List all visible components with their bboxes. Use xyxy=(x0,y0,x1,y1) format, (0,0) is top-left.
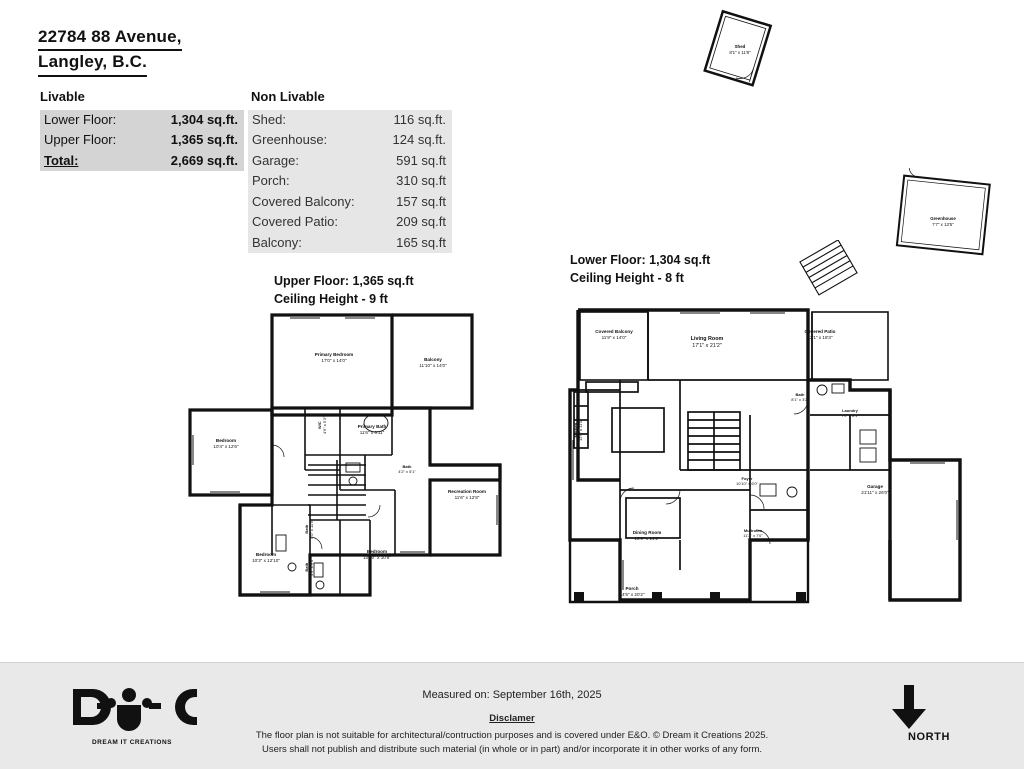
nonlivable-value: 165 sq.ft xyxy=(396,234,446,250)
page-title xyxy=(38,26,182,77)
address-line-1: 22784 88 Avenue, xyxy=(38,26,182,51)
nonlivable-value: 591 sq.ft xyxy=(396,152,446,168)
brand-name: DREAM IT CREATIONS xyxy=(91,739,173,746)
room-label-bedroom-1: Bedroom 10'4" x 12'6" xyxy=(213,438,239,449)
nonlivable-value: 124 sq.ft. xyxy=(392,132,446,148)
room-label-porch: Porch 14'5" x 20'2" xyxy=(619,586,645,597)
table-row xyxy=(248,171,452,191)
nonlivable-value: 209 sq.ft xyxy=(396,214,446,230)
room-label-bath-2: Bath 5'0" x 11'6" xyxy=(303,519,314,539)
footer xyxy=(0,662,1024,769)
room-label-garage: Garage 21'11" x 26'0" xyxy=(861,484,889,495)
room-label-covered-balcony: Covered Balcony 11'9" x 14'0" xyxy=(595,329,633,340)
livable-label: Upper Floor: xyxy=(44,132,117,148)
shed-label: Shed 8'1" x 11'8" xyxy=(729,44,751,55)
table-row xyxy=(40,110,244,130)
table-row xyxy=(248,212,452,232)
upper-floor-ceiling: Ceiling Height - 9 ft xyxy=(274,292,388,307)
north-arrow-icon xyxy=(886,685,932,729)
room-label-bath: Bath 8'1" x 3'2" xyxy=(791,392,809,403)
room-label-mudroom: Mudroom 11'2" x 7'0" xyxy=(743,528,763,539)
nonlivable-label: Shed: xyxy=(252,112,286,127)
greenhouse-label: Greenhouse 7'7" x 13'5" xyxy=(930,216,956,227)
room-label-wc: W/C 4'6" x 5'3" xyxy=(316,416,327,434)
room-label-bath-3: Bath 4'9" x 9'0" xyxy=(303,558,314,576)
lower-floor-plan xyxy=(560,240,980,630)
livable-total-label: Total: xyxy=(44,152,79,168)
footer-text xyxy=(212,687,812,758)
room-label-covered-patio: Covered Patio 12'1" x 18'3" xyxy=(804,329,836,340)
room-label-kitchen: Kitchen 12'0" x 11'0" xyxy=(572,419,583,442)
nonlivable-value: 310 sq.ft xyxy=(396,173,446,189)
livable-title: Livable xyxy=(40,89,85,104)
upper-floor-area: Upper Floor: 1,365 sq.ft xyxy=(274,274,414,288)
north-indicator xyxy=(886,685,972,743)
measured-date: Measured on: September 16th, 2025 xyxy=(422,689,602,701)
table-row xyxy=(248,110,452,130)
upper-floor-caption xyxy=(274,272,414,308)
room-label-bath-1: Bath 4'2" x 5'1" xyxy=(398,464,416,475)
table-row xyxy=(248,192,452,212)
nonlivable-label: Garage: xyxy=(252,152,299,168)
table-row xyxy=(40,130,244,150)
nonlivable-value: 116 sq.ft. xyxy=(393,112,446,127)
livable-value: 1,365 sq.ft. xyxy=(170,132,238,148)
nonlivable-label: Greenhouse: xyxy=(252,132,328,148)
nonlivable-value: 157 sq.ft xyxy=(396,193,446,209)
company-logo xyxy=(52,681,212,746)
room-label-balcony: Balcony 11'10" x 14'0" xyxy=(419,357,447,368)
logo-icon xyxy=(67,681,197,733)
nonlivable-label: Porch: xyxy=(252,173,290,189)
nonlivable-label: Balcony: xyxy=(252,234,302,250)
table-row-total xyxy=(40,151,244,171)
lower-floor-area: Lower Floor: 1,304 sq.ft xyxy=(570,253,711,267)
room-label-dining-room: Dining Room 13'9" x 14'2" xyxy=(632,530,662,541)
nonlivable-title: Non Livable xyxy=(251,89,325,104)
table-row xyxy=(248,151,452,171)
room-label-primary-bath: Primary Bath 11'6" x 6'11" xyxy=(357,424,387,435)
lower-floor-ceiling: Ceiling Height - 8 ft xyxy=(570,271,684,286)
livable-label: Lower Floor: xyxy=(44,112,117,127)
room-label-bedroom-2: Bedroom 10'3" x 12'10" xyxy=(252,552,280,563)
north-label: NORTH xyxy=(907,731,951,743)
upper-floor-plan xyxy=(180,305,510,615)
disclaimer-line-2: Users shall not publish and distribute such material (in whole or in part) and/or incorporate it in other works of any form. xyxy=(261,744,763,756)
livable-total-value: 2,669 sq.ft. xyxy=(170,152,238,168)
nonlivable-label: Covered Patio: xyxy=(252,214,338,230)
nonlivable-area-table xyxy=(248,110,452,253)
room-label-foyer: Foyer 10'10" x 6'0" xyxy=(736,476,758,487)
room-label-bedroom-3: Bedroom 10'10" x 10'9" xyxy=(363,549,391,560)
disclaimer-line-1: The floor plan is not suitable for architectural/contruction purposes and is covered under E&O. © Dream it Creations 2025. xyxy=(255,729,769,741)
disclaimer-title: Disclamer xyxy=(489,713,535,725)
room-label-living-room: Living Room 17'1" x 21'2" xyxy=(690,336,724,350)
address-line-2: Langley, B.C. xyxy=(38,51,147,76)
table-row xyxy=(248,130,452,150)
nonlivable-label: Covered Balcony: xyxy=(252,193,355,209)
room-label-primary-bedroom: Primary Bedroom 17'0" x 14'0" xyxy=(314,352,354,363)
table-row xyxy=(248,233,452,253)
room-label-laundry: Laundry 7'0" x 8'1" xyxy=(841,408,859,419)
room-label-recreation-room: Recreation Room 11'6" x 12'8" xyxy=(447,489,487,500)
livable-area-table xyxy=(40,110,244,171)
livable-value: 1,304 sq.ft. xyxy=(170,112,238,127)
